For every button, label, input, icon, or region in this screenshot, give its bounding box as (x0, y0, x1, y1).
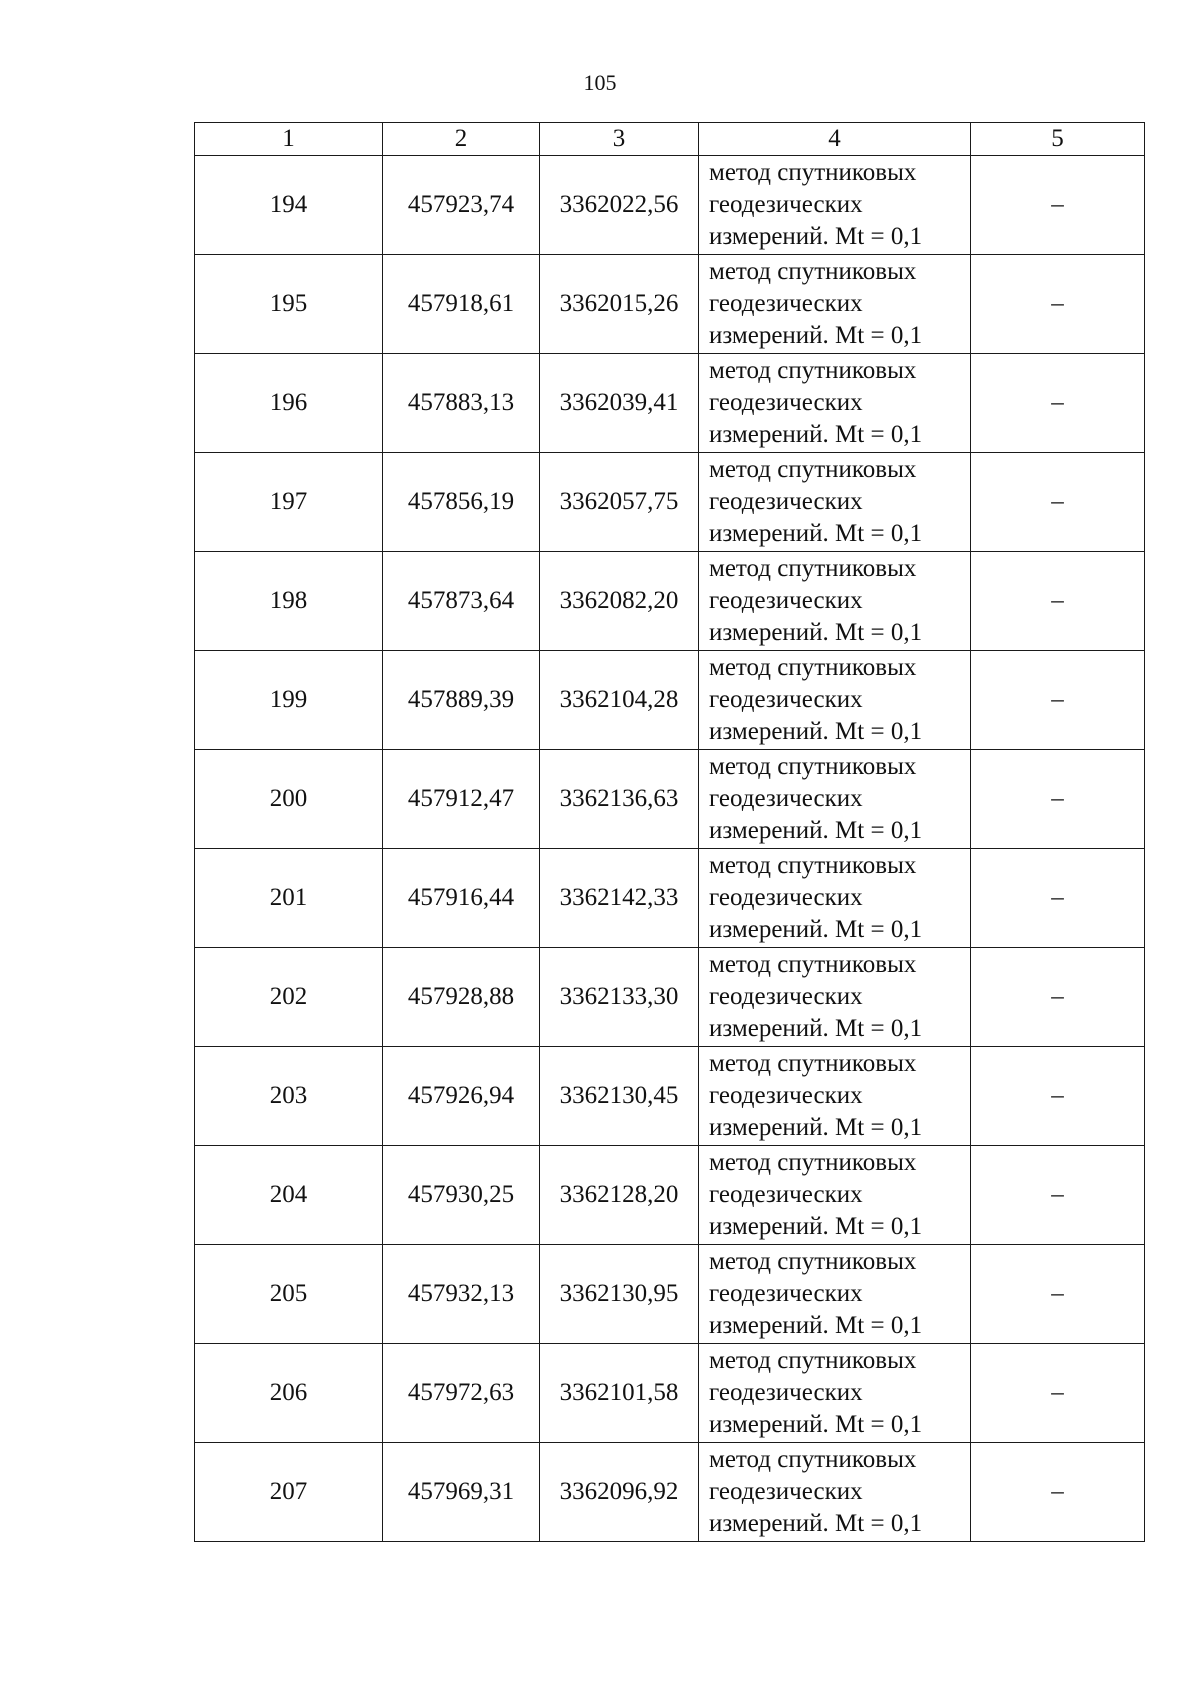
coord-x: 457932,13 (383, 1245, 540, 1344)
method-line: метод спутниковых (709, 753, 917, 780)
method-line: геодезических (709, 686, 863, 713)
method-line: метод спутниковых (709, 1050, 917, 1077)
coord-x: 457856,19 (383, 453, 540, 552)
method-line: измерений. Mt = 0,1 (709, 1213, 923, 1240)
coord-x: 457926,94 (383, 1047, 540, 1146)
table-row (195, 948, 1145, 1047)
method-line: измерений. Mt = 0,1 (709, 223, 923, 250)
method-line: измерений. Mt = 0,1 (709, 1015, 923, 1042)
point-number: 194 (195, 156, 383, 255)
table-row (195, 1344, 1145, 1443)
point-number: 207 (195, 1443, 383, 1542)
method-line: измерений. Mt = 0,1 (709, 322, 923, 349)
coord-x: 457972,63 (383, 1344, 540, 1443)
point-number: 204 (195, 1146, 383, 1245)
coord-y: 3362015,26 (540, 255, 699, 354)
coord-y: 3362039,41 (540, 354, 699, 453)
note-cell: – (971, 1047, 1145, 1146)
point-number: 203 (195, 1047, 383, 1146)
header-col-2: 2 (383, 123, 540, 156)
method-line: геодезических (709, 587, 863, 614)
coord-y: 3362130,95 (540, 1245, 699, 1344)
method-line: измерений. Mt = 0,1 (709, 817, 923, 844)
coordinates-table (194, 122, 1145, 1542)
method-line: метод спутниковых (709, 456, 917, 483)
method-line: измерений. Mt = 0,1 (709, 1510, 923, 1537)
point-number: 201 (195, 849, 383, 948)
method-description (699, 1146, 971, 1245)
header-row (195, 123, 1145, 156)
note-cell: – (971, 552, 1145, 651)
method-description (699, 849, 971, 948)
coord-y: 3362128,20 (540, 1146, 699, 1245)
method-description (699, 1443, 971, 1542)
point-number: 195 (195, 255, 383, 354)
header-col-5: 5 (971, 123, 1145, 156)
method-line: метод спутниковых (709, 654, 917, 681)
note-cell: – (971, 948, 1145, 1047)
table-row (195, 849, 1145, 948)
method-line: измерений. Mt = 0,1 (709, 520, 923, 547)
point-number: 199 (195, 651, 383, 750)
method-line: метод спутниковых (709, 1248, 917, 1275)
note-cell: – (971, 1245, 1145, 1344)
method-line: измерений. Mt = 0,1 (709, 916, 923, 943)
note-cell: – (971, 255, 1145, 354)
point-number: 202 (195, 948, 383, 1047)
coord-y: 3362057,75 (540, 453, 699, 552)
method-line: геодезических (709, 1379, 863, 1406)
coord-x: 457916,44 (383, 849, 540, 948)
table-header (195, 123, 1145, 156)
method-line: геодезических (709, 1082, 863, 1109)
coord-y: 3362136,63 (540, 750, 699, 849)
method-line: метод спутниковых (709, 951, 917, 978)
method-line: геодезических (709, 290, 863, 317)
method-line: геодезических (709, 983, 863, 1010)
method-line: метод спутниковых (709, 1347, 917, 1374)
method-line: метод спутниковых (709, 357, 917, 384)
method-description (699, 156, 971, 255)
point-number: 196 (195, 354, 383, 453)
method-line: измерений. Mt = 0,1 (709, 619, 923, 646)
coord-y: 3362096,92 (540, 1443, 699, 1542)
method-description (699, 255, 971, 354)
header-col-1: 1 (195, 123, 383, 156)
coord-x: 457889,39 (383, 651, 540, 750)
coord-y: 3362104,28 (540, 651, 699, 750)
method-description (699, 1047, 971, 1146)
note-cell: – (971, 453, 1145, 552)
table-row (195, 1245, 1145, 1344)
coord-y: 3362130,45 (540, 1047, 699, 1146)
header-col-4: 4 (699, 123, 971, 156)
note-cell: – (971, 156, 1145, 255)
table-body (195, 156, 1145, 1542)
method-description (699, 552, 971, 651)
table-row (195, 354, 1145, 453)
point-number: 200 (195, 750, 383, 849)
coord-x: 457912,47 (383, 750, 540, 849)
point-number: 198 (195, 552, 383, 651)
coord-y: 3362133,30 (540, 948, 699, 1047)
table-row (195, 1146, 1145, 1245)
table-row (195, 552, 1145, 651)
table-row (195, 750, 1145, 849)
coord-y: 3362142,33 (540, 849, 699, 948)
coord-y: 3362101,58 (540, 1344, 699, 1443)
method-description (699, 651, 971, 750)
page-number: 105 (583, 70, 617, 95)
method-description (699, 354, 971, 453)
method-line: геодезических (709, 1280, 863, 1307)
method-line: измерений. Mt = 0,1 (709, 718, 923, 745)
coord-x: 457883,13 (383, 354, 540, 453)
method-line: измерений. Mt = 0,1 (709, 1411, 923, 1438)
method-line: геодезических (709, 191, 863, 218)
method-line: геодезических (709, 1478, 863, 1505)
coord-y: 3362022,56 (540, 156, 699, 255)
note-cell: – (971, 849, 1145, 948)
method-line: измерений. Mt = 0,1 (709, 421, 923, 448)
method-line: метод спутниковых (709, 555, 917, 582)
method-description (699, 948, 971, 1047)
method-line: измерений. Mt = 0,1 (709, 1312, 923, 1339)
method-line: метод спутниковых (709, 159, 917, 186)
table-row (195, 453, 1145, 552)
coord-x: 457928,88 (383, 948, 540, 1047)
table-row (195, 255, 1145, 354)
method-line: измерений. Mt = 0,1 (709, 1114, 923, 1141)
table-row (195, 156, 1145, 255)
method-line: геодезических (709, 488, 863, 515)
point-number: 205 (195, 1245, 383, 1344)
method-line: метод спутниковых (709, 852, 917, 879)
table-row (195, 1443, 1145, 1542)
method-description (699, 750, 971, 849)
table-row (195, 1047, 1145, 1146)
coord-x: 457930,25 (383, 1146, 540, 1245)
note-cell: – (971, 354, 1145, 453)
coord-y: 3362082,20 (540, 552, 699, 651)
method-line: метод спутниковых (709, 1446, 917, 1473)
coord-x: 457969,31 (383, 1443, 540, 1542)
point-number: 197 (195, 453, 383, 552)
method-description (699, 453, 971, 552)
method-line: метод спутниковых (709, 258, 917, 285)
point-number: 206 (195, 1344, 383, 1443)
coord-x: 457873,64 (383, 552, 540, 651)
method-line: метод спутниковых (709, 1149, 917, 1176)
method-line: геодезических (709, 884, 863, 911)
method-line: геодезических (709, 389, 863, 416)
header-col-3: 3 (540, 123, 699, 156)
note-cell: – (971, 1146, 1145, 1245)
coord-x: 457918,61 (383, 255, 540, 354)
table-row (195, 651, 1145, 750)
method-description (699, 1344, 971, 1443)
method-description (699, 1245, 971, 1344)
note-cell: – (971, 1443, 1145, 1542)
note-cell: – (971, 1344, 1145, 1443)
method-line: геодезических (709, 1181, 863, 1208)
note-cell: – (971, 750, 1145, 849)
coord-x: 457923,74 (383, 156, 540, 255)
method-line: геодезических (709, 785, 863, 812)
note-cell: – (971, 651, 1145, 750)
